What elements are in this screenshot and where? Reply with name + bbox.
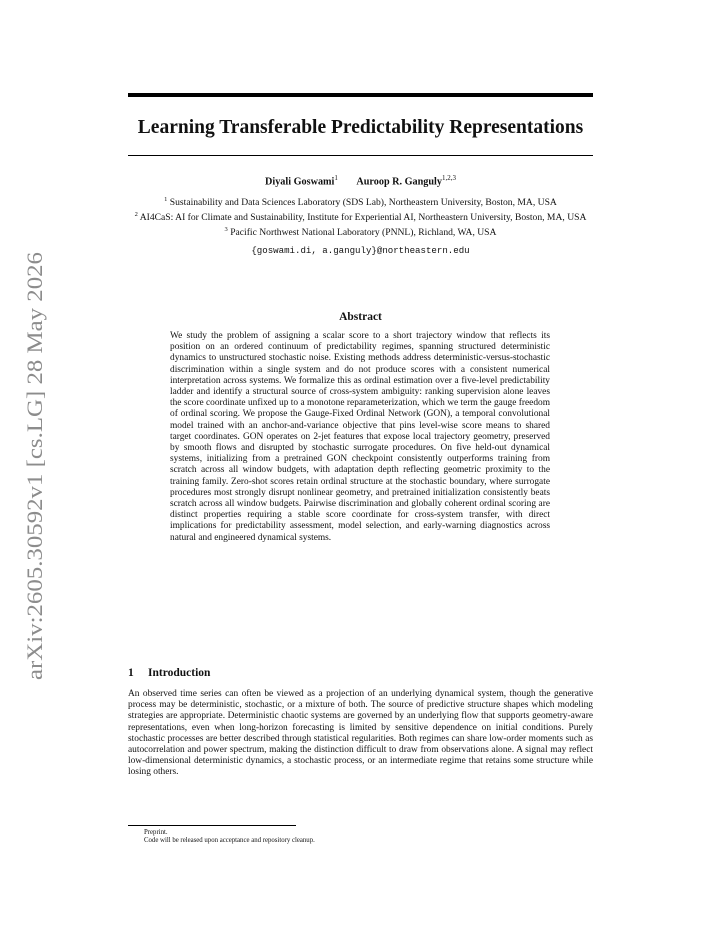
svg-text:arXiv:2605.30592v1 [cs.LG] 2: arXiv:2605.30592v1 [cs.LG] 28 May 2026 <box>22 292 47 680</box>
top-rule <box>128 93 593 97</box>
author-email: {goswami.di, a.ganguly}@northeastern.edu <box>251 245 470 257</box>
abstract-text: We study the problem of assigning a scalar score to a short trajectory window that reflects its position on an ordered continuum of predictability regimes, spanning structured deterministic dynamics to unstructured stochastic noise. Existing methods address deterministic-versus-stochastic discrimination within a single system and do not produce scores with a consistent numerical interpretation across systems. We formalize this as ordinal estimation over a five-level predictability ladder and identify a structural source of cross-system ambiguity: ranking supervision alone leaves the score coordinate unfixed up to a monotone reparameterization, which we term the gauge freedom of ordinal scoring. We propose the Gauge-Fixed Ordinal Network (GON), a temporal convolutional model trained with an anchor-and-variance objective that pins level-wise score means to shared target coordinates. GON operates on 2-jet features that expose local trajectory geometry, preserved by smooth flows and disrupted by stochastic surrogate procedures. On five held-out dynamical systems, initializing from a pretrained GON checkpoint consistently outperforms training from scratch across all window budgets, with adaptation depth reflecting geometric proximity to the training family. Zero-shot scores retain ordinal structure at the stochastic boundary, where surrogate procedures most strongly disrupt nonlinear geometry, and pretrained initialization consistently beats scratch across all window budgets. Pairwise discrimination and globally coherent ordinal scoring are distinct properties requiring a stable score coordinate for cross-system transfer, with direct implications for predictability assessment, model selection, and early-warning diagnostics across natural and engineered dynamical systems. <box>170 331 550 543</box>
affiliation: $^1$ Sustainability and Data Sciences Laboratory (SDS Lab), Northeastern University, Boston, MA, USA <box>164 196 557 209</box>
footnotes <box>144 829 315 846</box>
footnote: Code will be released upon acceptance and repository cleanup. <box>144 837 315 845</box>
affiliation: $^2$ AI4CaS: AI for Climate and Sustainability, Institute for Experiential AI, Northeastern University, Boston, MA, USA <box>134 210 587 223</box>
affiliations <box>128 194 593 257</box>
affiliation: $^3$ Pacific Northwest National Laboratory (PNNL), Richland, WA, USA <box>224 225 497 238</box>
footnote: Preprint. <box>144 829 168 836</box>
author-affil-mark: 1 <box>334 174 338 182</box>
section-heading <box>128 667 210 679</box>
arxiv-identifier-stamp <box>14 252 54 680</box>
footnote-rule <box>128 825 296 826</box>
abstract-heading: Abstract <box>339 311 382 323</box>
section-number: 1 <box>128 667 134 679</box>
paper-title: Learning Transferable Predictability Representations <box>137 117 584 138</box>
author-name: Diyali Goswami <box>265 176 335 188</box>
author-affil-mark: 1,2,3 <box>441 174 456 182</box>
section-title: Introduction <box>148 667 211 679</box>
title-rule <box>128 155 593 156</box>
author-list <box>128 172 593 188</box>
introduction-paragraph: An observed time series can often be viewed as a projection of an underlying dynamical system, though the generative process may be deterministic, stochastic, or a mixture of both. The source of predictive structure shapes which modeling strategies are appropriate. Deterministic chaotic systems are governed by an underlying flow that supports geometry-aware representations, even when long-horizon forecasting is limited by sensitive dependence on initial conditions. Purely stochastic processes are better described through statistical regularities. Both regimes can share low-order moments such as autocorrelation and power spectrum, making the distinction difficult to draw from observations alone. A signal may reflect low-dimensional deterministic dynamics, a stochastic process, or an intermediate regime that retains some structure while losing others. <box>128 689 593 778</box>
author-name: Auroop R. Ganguly <box>356 176 442 188</box>
